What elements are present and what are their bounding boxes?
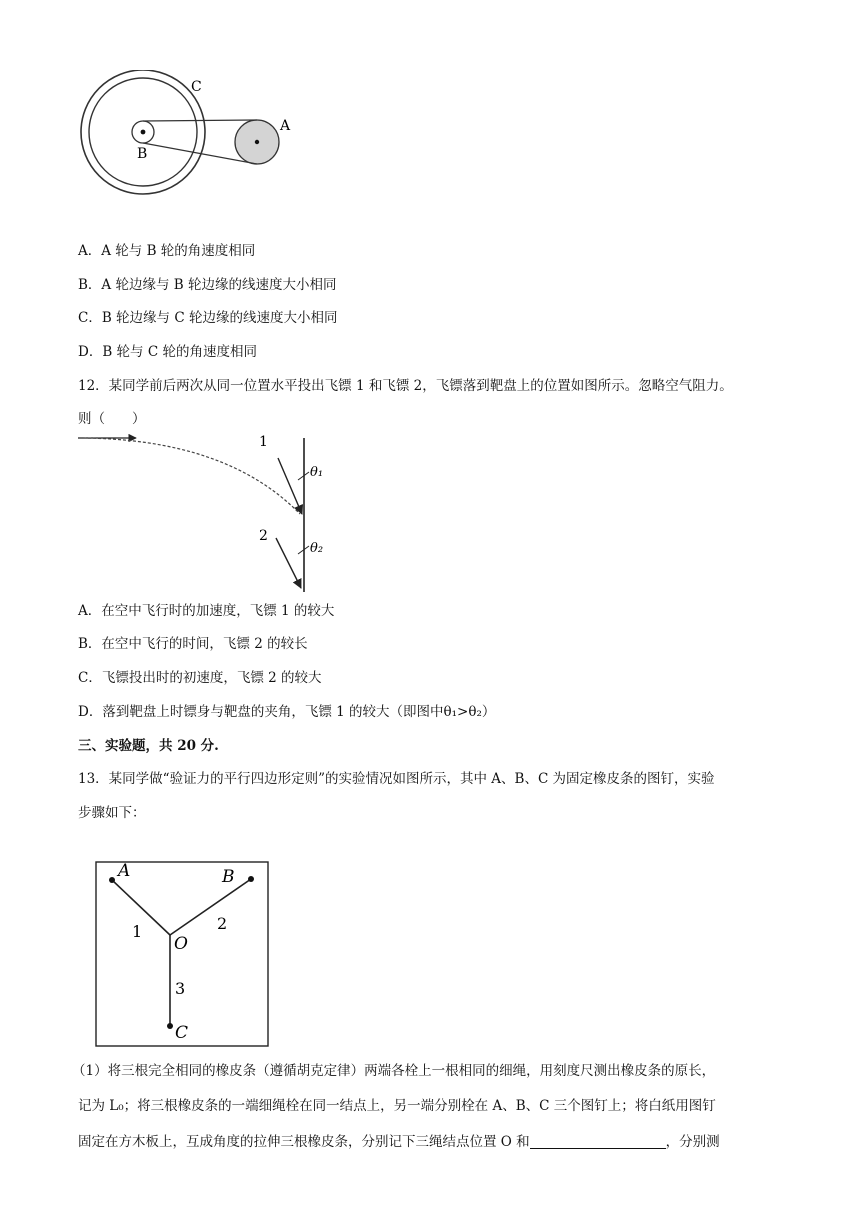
theta2-label: θ₂ <box>310 541 324 556</box>
label-c: C <box>191 79 202 95</box>
q12-stem-line1: 12．某同学前后两次从同一位置水平投出飞镖 1 和飞镖 2，飞镖落到靶盘上的位置如图所示。忽略空气阻力。 <box>78 378 733 394</box>
pin-b-label: B <box>222 867 235 887</box>
theta1-label: θ₁ <box>310 465 324 480</box>
pin-c-label: C <box>175 1023 189 1043</box>
knot-o-label: O <box>174 934 188 954</box>
q13-step1-line2: 记为 L₀；将三根橡皮条的一端细绳栓在同一结点上，另一端分别栓在 A、B、C 三个图钉上；将白纸用图钉 <box>78 1098 716 1114</box>
band-1-label: 1 <box>132 922 143 941</box>
band-3-label: 3 <box>175 979 186 998</box>
dart-diagram <box>76 428 356 600</box>
q13-stem-line1: 13．某同学做“验证力的平行四边形定则”的实验情况如图所示，其中 A、B、C 为固定橡皮条的图钉，实验 <box>78 771 715 787</box>
q11-option-c: C．B 轮边缘与 C 轮边缘的线速度大小相同 <box>78 310 338 326</box>
q12-stem-line2: 则（ ） <box>78 411 146 427</box>
section-title: 三、实验题，共 20 分. <box>78 738 219 754</box>
q12-option-d: D．落到靶盘上时镖身与靶盘的夹角，飞镖 1 的较大（即图中θ₁>θ₂） <box>78 704 496 720</box>
q11-option-a: A．A 轮与 B 轮的角速度相同 <box>78 243 256 259</box>
band-2-label: 2 <box>217 914 228 933</box>
q13-step1-line3 <box>78 1132 720 1152</box>
q12-option-a: A．在空中飞行时的加速度，飞镖 1 的较大 <box>78 603 335 619</box>
q13-step1-line3-before: 固定在方木板上，互成角度的拉伸三根橡皮条，分别记下三绳结点位置 O 和 <box>78 1134 530 1150</box>
rubber-band-diagram <box>94 860 270 1050</box>
q12-option-c: C．飞镖投出时的初速度，飞镖 2 的较大 <box>78 670 322 686</box>
answer-blank[interactable] <box>530 1134 666 1149</box>
wheel-diagram <box>76 70 316 210</box>
q11-option-d: D．B 轮与 C 轮的角速度相同 <box>78 344 257 360</box>
q13-stem-line2: 步骤如下： <box>78 805 146 821</box>
label-b: B <box>137 146 148 162</box>
q13-step1-line1: （1）将三根完全相同的橡皮条（遵循胡克定律）两端各栓上一根相同的细绳，用刻度尺测出橡皮条的原长， <box>72 1063 716 1079</box>
dart-1-label: 1 <box>259 434 268 450</box>
q12-option-b: B．在空中飞行的时间，飞镖 2 的较长 <box>78 636 308 652</box>
q11-option-b: B．A 轮边缘与 B 轮边缘的线速度大小相同 <box>78 277 337 293</box>
dart-2-label: 2 <box>259 528 268 544</box>
label-a: A <box>280 118 291 134</box>
q13-step1-line3-after: ，分别测 <box>665 1134 720 1150</box>
pin-a-label: A <box>118 861 131 881</box>
